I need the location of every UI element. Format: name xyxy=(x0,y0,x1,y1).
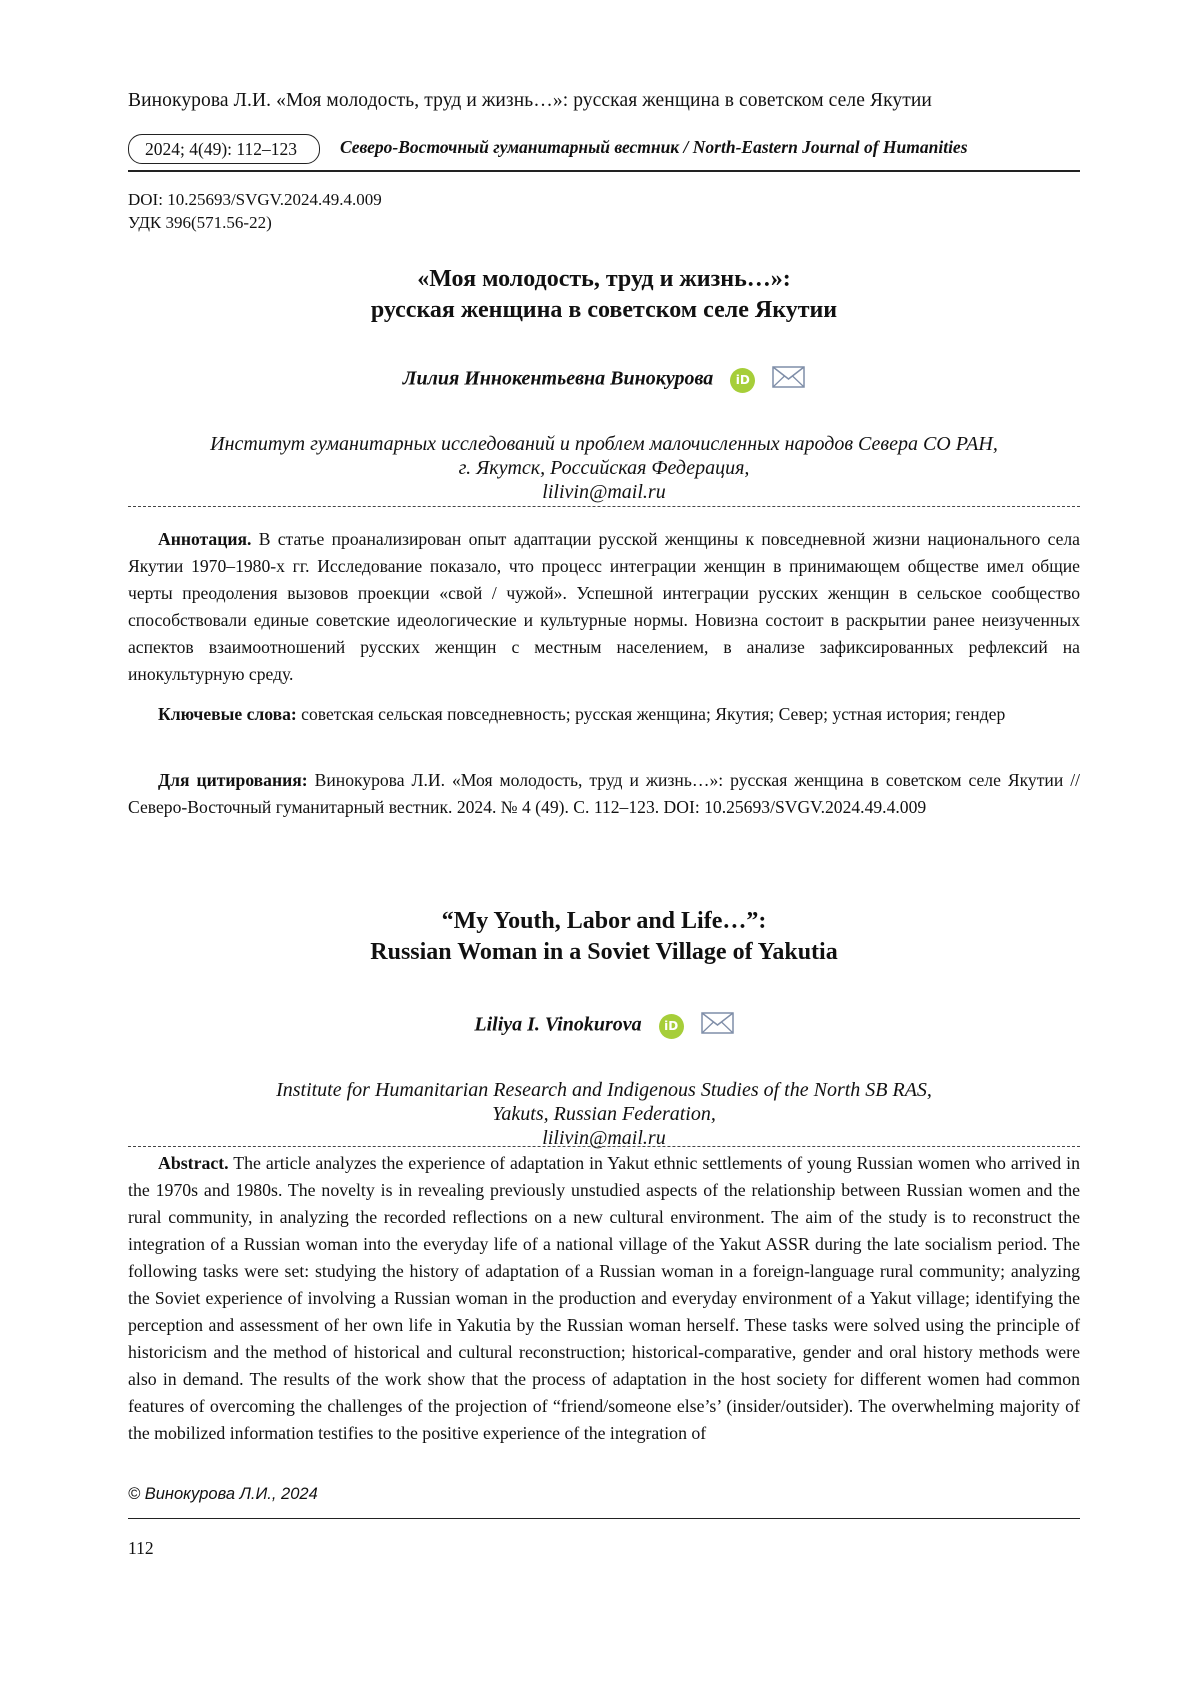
affiliation-ru xyxy=(128,432,1080,504)
title-ru-line2: русская женщина в советском селе Якутии xyxy=(370,297,838,323)
article-meta xyxy=(128,188,382,234)
title-en xyxy=(128,906,1080,968)
title-ru-line1: «Моя молодость, труд и жизнь…»: xyxy=(417,266,791,292)
email-en[interactable]: lilivin@mail.ru xyxy=(542,1127,666,1149)
author-ru xyxy=(128,366,1080,394)
copyright: © Винокурова Л.И., 2024 xyxy=(128,1485,318,1503)
affiliation-en xyxy=(128,1078,1080,1150)
orcid-icon[interactable]: iD xyxy=(730,368,755,393)
envelope-icon[interactable] xyxy=(772,366,805,394)
author-en xyxy=(128,1012,1080,1040)
footer-divider xyxy=(128,1518,1080,1519)
affiliation-ru-line1: Институт гуманитарных исследований и проблем малочисленных народов Севера СО РАН, xyxy=(210,433,998,455)
affiliation-en-line1: Institute for Humanitarian Research and Indigenous Studies of the North SB RAS, xyxy=(276,1079,932,1101)
dashed-divider-en xyxy=(128,1146,1080,1147)
orcid-icon[interactable]: iD xyxy=(659,1014,684,1039)
annotation-text: В статье проанализирован опыт адаптации русской женщины к повседневной жизни национального села Якутии 1970–1980-х гг. Исследование показало, что процесс интеграции женщин в принимающем обществе имел общие черты преодоления вызовов проекции «свой / чужой». Успешной интеграции русских женщин в сельское сообщество способствовали единые советские идеологические и культурные нормы. Новизна состоит в раскрытии ранее неизученных аспектов взаимоотношений русских женщин с местным населением, в анализе зафиксированных рефлексий на инокультурную среду. xyxy=(128,529,1080,684)
doi[interactable]: DOI: 10.25693/SVGV.2024.49.4.009 xyxy=(128,190,382,209)
udk: УДК 396(571.56-22) xyxy=(128,213,272,232)
author-name-ru: Лилия Иннокентьевна Винокурова xyxy=(402,367,714,390)
citation-ru xyxy=(128,767,1080,821)
abstract-label: Abstract. xyxy=(158,1153,229,1173)
title-ru xyxy=(128,264,1080,326)
citation-label: Для цитирования: xyxy=(158,770,308,790)
keywords-text: советская сельская повседневность; русская женщина; Якутия; Север; устная история; гендер xyxy=(296,704,1006,724)
annotation-ru xyxy=(128,526,1080,688)
title-en-line1: “My Youth, Labor and Life…”: xyxy=(441,908,767,934)
affiliation-en-line2: Yakuts, Russian Federation, xyxy=(492,1103,716,1125)
header-divider xyxy=(128,170,1080,172)
dashed-divider-ru xyxy=(128,506,1080,507)
journal-name: Северо-Восточный гуманитарный вестник / North-Eastern Journal of Humanities xyxy=(340,137,968,157)
page-number: 112 xyxy=(128,1538,154,1558)
title-en-line2: Russian Woman in a Soviet Village of Yakutia xyxy=(370,939,838,965)
annotation-label: Аннотация. xyxy=(158,529,252,549)
keywords-label: Ключевые слова: xyxy=(158,704,297,724)
citation-text: Винокурова Л.И. «Моя молодость, труд и жизнь…»: русская женщина в советском селе Якутии // Северо-Восточный гуманитарный вестник. 2024. № 4 (49). С. 112–123. DOI: 10.25693/SVGV.2024.49.4.009 xyxy=(128,770,1080,817)
keywords-ru xyxy=(128,701,1080,728)
abstract-en xyxy=(128,1150,1080,1447)
running-title: Винокурова Л.И. «Моя молодость, труд и жизнь…»: русская женщина в советском селе Якутии xyxy=(128,90,932,111)
abstract-text: The article analyzes the experience of adaptation in Yakut ethnic settlements of young Russian women who arrived in the 1970s and 1980s. The novelty is in revealing previously unstudied aspects of the relationship between Russian women and the rural community, in analyzing the recorded reflections on a new cultural environment. The aim of the study is to reconstruct the integration of a Russian woman into the everyday life of a national village of the Yakut ASSR during the late socialism period. The following tasks were set: studying the history of adaptation of a Russian woman in a foreign-language rural community; analyzing the Soviet experience of involving a Russian woman in the production and everyday environment of a Yakut village; identifying the perception and assessment of her own life in Yakutia by the Russian woman herself. These tasks were solved using the principle of historicism and the method of historical and cultural reconstruction; historical-comparative, gender and oral history methods were also in demand. The results of the work show that the process of adaptation in the host society for different women had common features of overcoming the challenges of the projection of “friend/someone else’s’ (insider/outsider). The overwhelming majority of the mobilized information testifies to the positive experience of the integration of xyxy=(128,1153,1080,1443)
email-ru[interactable]: lilivin@mail.ru xyxy=(542,481,666,503)
affiliation-ru-line2: г. Якутск, Российская Федерация, xyxy=(458,457,750,479)
author-name-en: Liliya I. Vinokurova xyxy=(474,1013,642,1036)
envelope-icon[interactable] xyxy=(701,1012,734,1040)
issue-badge: 2024; 4(49): 112–123 xyxy=(128,134,320,164)
issue-row xyxy=(128,134,1078,166)
